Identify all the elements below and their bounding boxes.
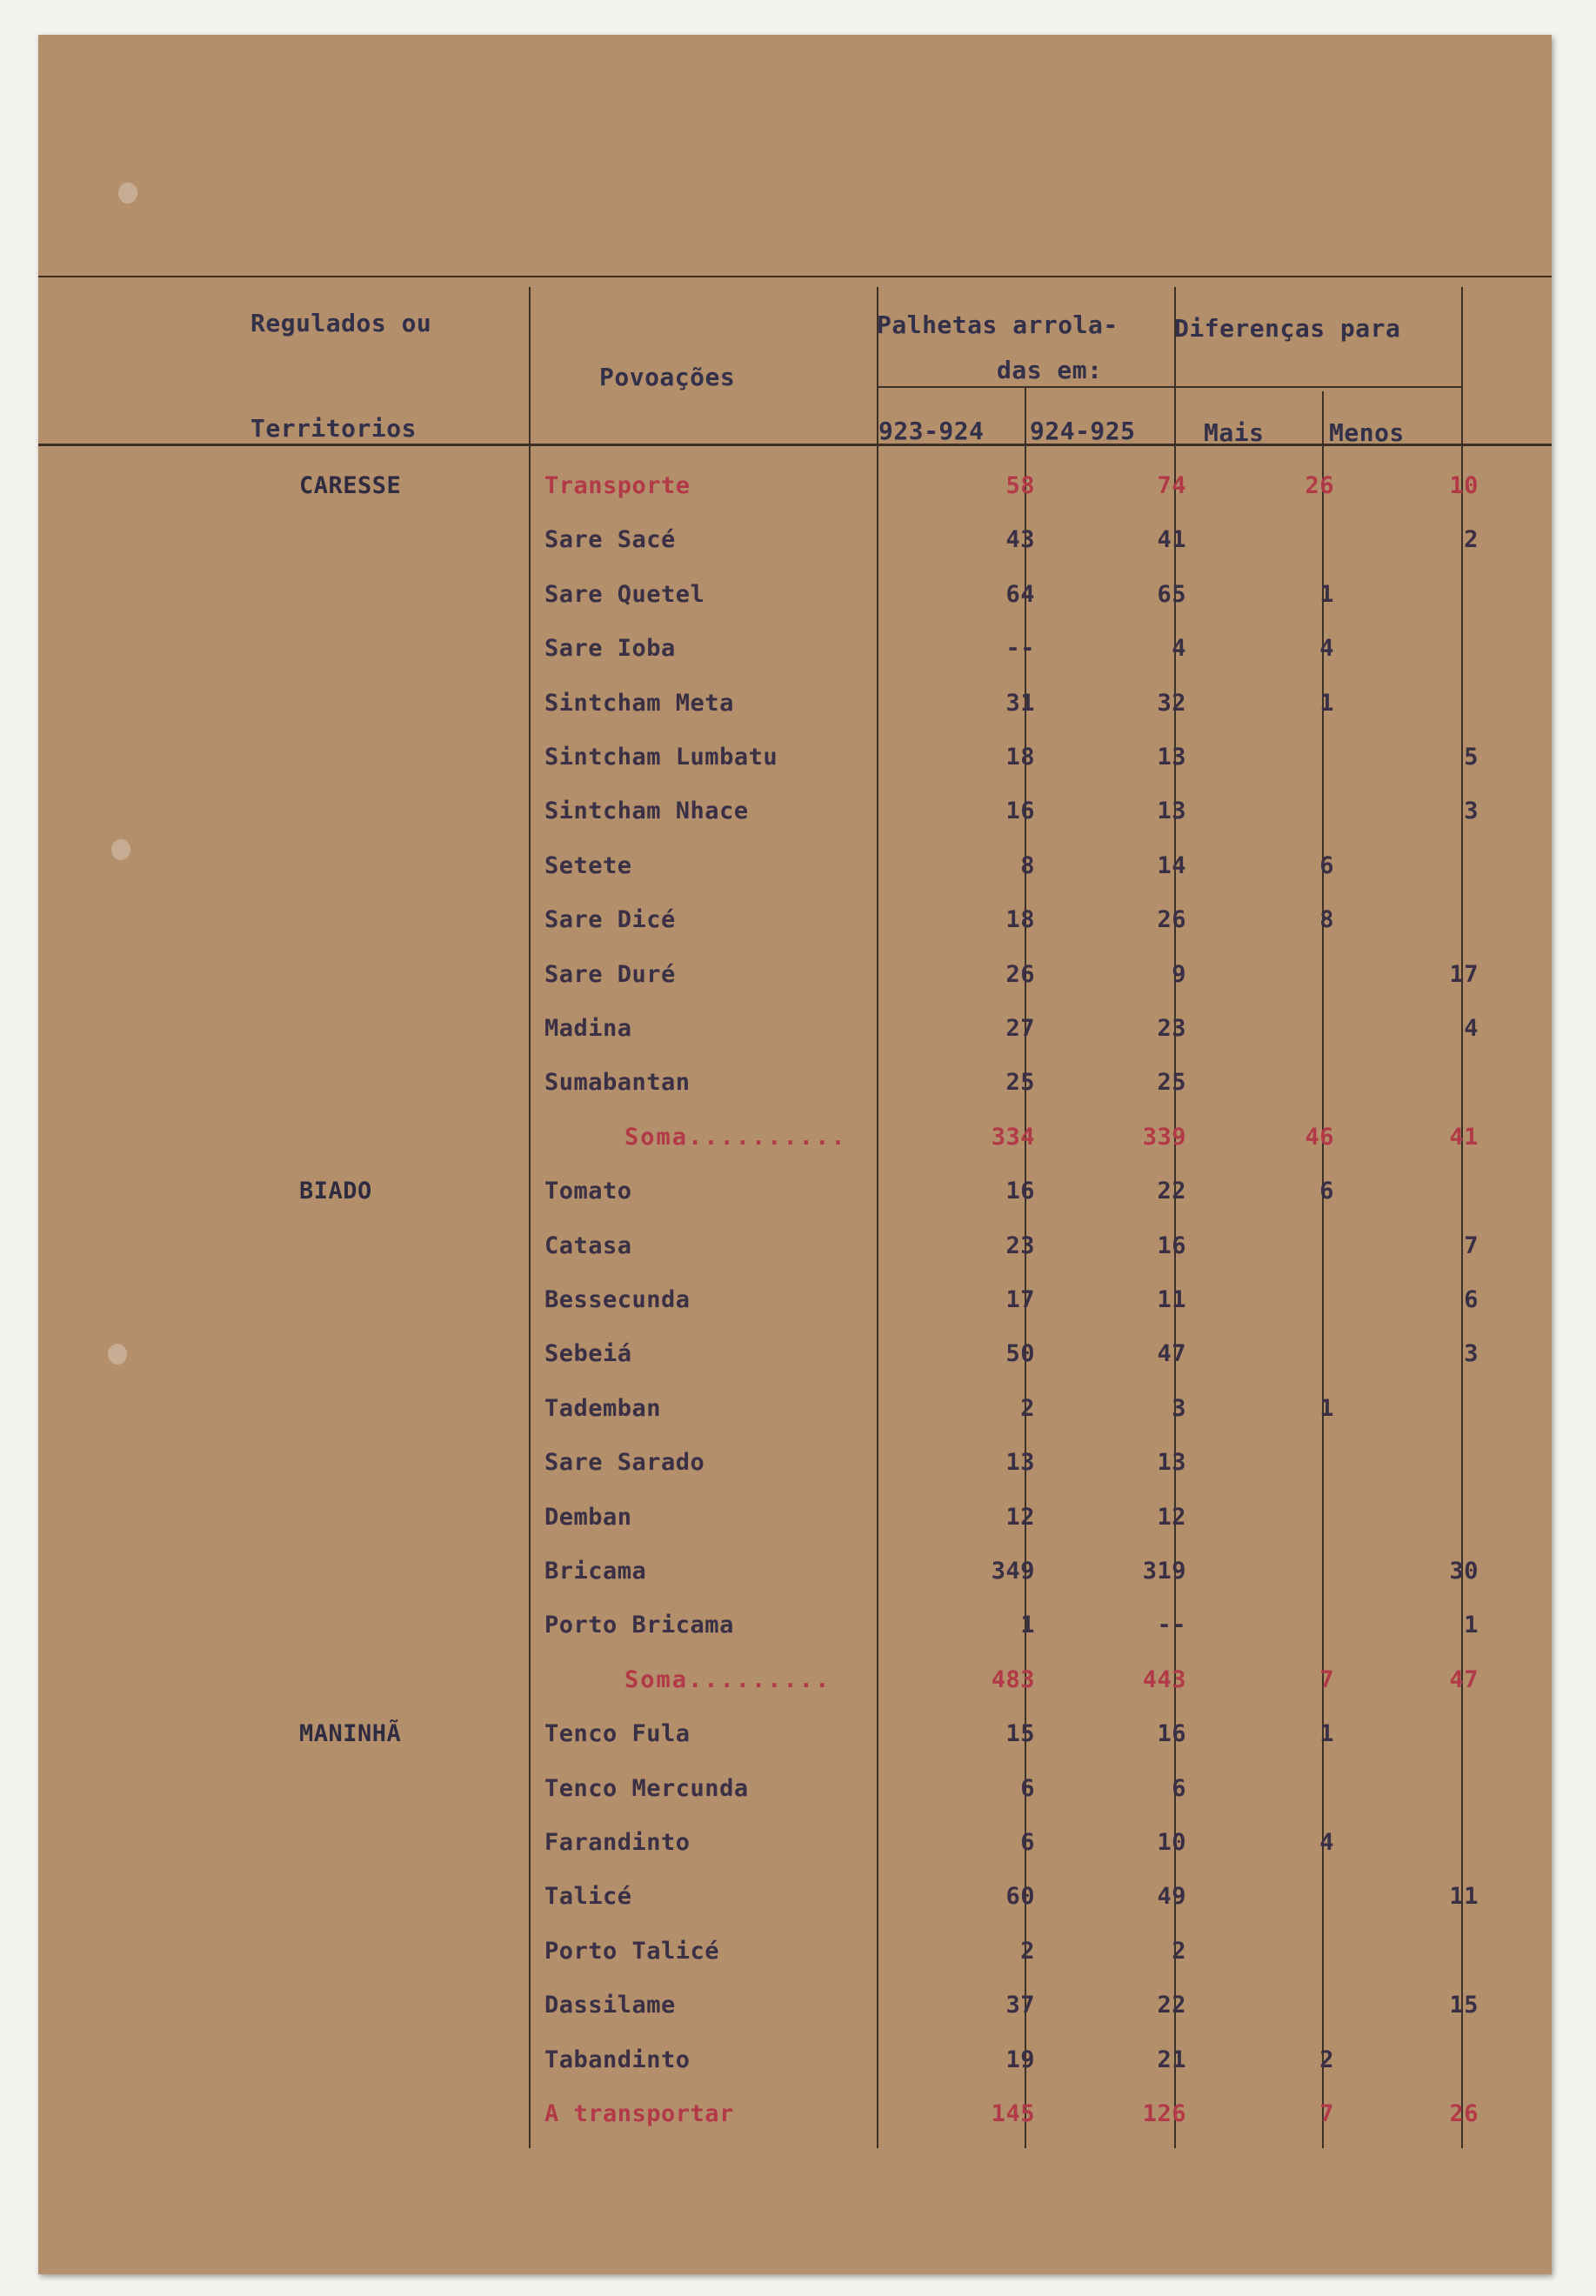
povoacao-name: A transportar bbox=[544, 2100, 734, 2127]
value-924-925: 49 bbox=[1157, 1883, 1186, 1910]
header-regulados: Regulados ou bbox=[250, 309, 432, 337]
value-mais: 26 bbox=[1305, 472, 1334, 499]
value-923-924: 60 bbox=[1005, 1883, 1035, 1910]
value-924-925: 74 bbox=[1157, 472, 1186, 499]
povoacao-name: Talicé bbox=[544, 1883, 632, 1910]
povoacoes-column-left-rule bbox=[529, 287, 531, 2148]
value-menos: 7 bbox=[1464, 1232, 1479, 1259]
value-924-925: 23 bbox=[1157, 1015, 1186, 1042]
value-923-924: 8 bbox=[1020, 852, 1035, 879]
value-923-924: 483 bbox=[991, 1666, 1035, 1693]
povoacao-name: Dassilame bbox=[544, 1992, 676, 2019]
value-mais: 8 bbox=[1319, 906, 1334, 933]
value-mais: 1 bbox=[1319, 690, 1334, 717]
value-924-925: 443 bbox=[1142, 1666, 1186, 1693]
region-name: MANINHÃ bbox=[299, 1720, 402, 1747]
povoacao-name: Tademban bbox=[544, 1395, 662, 1422]
value-924-925: 11 bbox=[1157, 1286, 1186, 1313]
povoacao-name: Sare Sarado bbox=[544, 1449, 705, 1476]
povoacao-name: Tomato bbox=[544, 1178, 632, 1205]
value-924-925: 10 bbox=[1157, 1829, 1186, 1856]
povoacao-name: Sare Duré bbox=[544, 961, 676, 988]
header-territorios: Territorios bbox=[250, 414, 417, 443]
value-924-925: 3 bbox=[1172, 1395, 1186, 1422]
value-mais: 2 bbox=[1319, 2046, 1334, 2073]
value-924-925: 26 bbox=[1157, 906, 1186, 933]
value-924-925: 319 bbox=[1142, 1558, 1186, 1585]
header-year-2: 924-925 bbox=[1030, 417, 1136, 445]
value-923-924: 334 bbox=[991, 1124, 1035, 1151]
header-diferencas: Diferenças para bbox=[1174, 314, 1401, 343]
value-924-925: 22 bbox=[1157, 1178, 1186, 1205]
povoacao-name: Tenco Mercunda bbox=[544, 1775, 749, 1802]
value-924-925: 13 bbox=[1157, 1449, 1186, 1476]
value-924-925: 13 bbox=[1157, 798, 1186, 824]
value-924-925: 9 bbox=[1172, 961, 1186, 988]
value-924-925: 16 bbox=[1157, 1232, 1186, 1259]
header-palhetas: Palhetas arrola- bbox=[877, 310, 1119, 339]
region-name: BIADO bbox=[299, 1178, 372, 1205]
value-menos: 4 bbox=[1464, 1015, 1479, 1042]
value-mais: 1 bbox=[1319, 1395, 1334, 1422]
palhetas-subheader-rule bbox=[878, 386, 1461, 388]
value-924-925: 65 bbox=[1157, 581, 1186, 608]
povoacao-name: Bricama bbox=[544, 1558, 647, 1585]
value-923-924: 2 bbox=[1020, 1938, 1035, 1965]
povoacao-name: Tenco Fula bbox=[544, 1720, 691, 1747]
value-924-925: 4 bbox=[1172, 635, 1186, 662]
povoacao-name: Sare Dicé bbox=[544, 906, 676, 933]
povoacao-name: Sare Quetel bbox=[544, 581, 705, 608]
value-924-925: 21 bbox=[1157, 2046, 1186, 2073]
value-924-925: 126 bbox=[1142, 2100, 1186, 2127]
value-mais: 1 bbox=[1319, 1720, 1334, 1747]
value-924-925: 47 bbox=[1157, 1340, 1186, 1367]
povoacao-name: Sumabantan bbox=[544, 1069, 691, 1096]
value-mais: 4 bbox=[1319, 635, 1334, 662]
value-923-924: 16 bbox=[1005, 798, 1035, 824]
value-923-924: 31 bbox=[1005, 690, 1035, 717]
povoacao-name: Farandinto bbox=[544, 1829, 691, 1856]
value-923-924: 6 bbox=[1020, 1829, 1035, 1856]
value-923-924: 349 bbox=[991, 1558, 1035, 1585]
punch-hole-top bbox=[118, 183, 137, 204]
value-923-924: 26 bbox=[1005, 961, 1035, 988]
value-923-924: 13 bbox=[1005, 1449, 1035, 1476]
value-924-925: 25 bbox=[1157, 1069, 1186, 1096]
value-menos: 30 bbox=[1449, 1558, 1479, 1585]
value-mais: 1 bbox=[1319, 581, 1334, 608]
povoacao-name: Catasa bbox=[544, 1232, 632, 1259]
value-923-924: 37 bbox=[1005, 1992, 1035, 2019]
value-923-924: 12 bbox=[1005, 1504, 1035, 1531]
value-menos: 3 bbox=[1464, 798, 1479, 824]
value-mais: 6 bbox=[1319, 852, 1334, 879]
punch-hole-lower bbox=[108, 1344, 127, 1365]
value-923-924: 17 bbox=[1005, 1286, 1035, 1313]
value-923-924: 16 bbox=[1005, 1178, 1035, 1205]
povoacao-name: Sintcham Meta bbox=[544, 690, 734, 717]
value-923-924: 1 bbox=[1020, 1612, 1035, 1639]
value-menos: 2 bbox=[1464, 526, 1479, 553]
value-923-924: 19 bbox=[1005, 2046, 1035, 2073]
value-menos: 6 bbox=[1464, 1286, 1479, 1313]
header-mais: Mais bbox=[1204, 418, 1265, 447]
palhetas-column-left-rule bbox=[877, 287, 878, 2148]
header-year-1: 923-924 bbox=[878, 417, 985, 445]
value-924-925: 32 bbox=[1157, 690, 1186, 717]
value-menos: 15 bbox=[1449, 1992, 1479, 2019]
value-923-924: 6 bbox=[1020, 1775, 1035, 1802]
povoacao-name: Bessecunda bbox=[544, 1286, 691, 1313]
value-menos: 3 bbox=[1464, 1340, 1479, 1367]
table-header-rule bbox=[38, 444, 1552, 446]
povoacao-name: Tabandinto bbox=[544, 2046, 691, 2073]
povoacao-name: Transporte bbox=[544, 472, 691, 499]
value-923-924: 15 bbox=[1005, 1720, 1035, 1747]
value-923-924: 23 bbox=[1005, 1232, 1035, 1259]
value-menos: 47 bbox=[1449, 1666, 1479, 1693]
region-name: CARESSE bbox=[299, 472, 402, 499]
povoacao-name: Demban bbox=[544, 1504, 632, 1531]
value-923-924: 58 bbox=[1005, 472, 1035, 499]
value-mais: 7 bbox=[1319, 2100, 1334, 2127]
table-right-rule bbox=[1461, 287, 1463, 2148]
povoacao-name: Porto Bricama bbox=[544, 1612, 734, 1639]
value-menos: 26 bbox=[1449, 2100, 1479, 2127]
document-sheet bbox=[38, 35, 1552, 2274]
value-924-925: 16 bbox=[1157, 1720, 1186, 1747]
value-923-924: 27 bbox=[1005, 1015, 1035, 1042]
value-menos: 5 bbox=[1464, 744, 1479, 771]
value-923-924: 64 bbox=[1005, 581, 1035, 608]
value-menos: 17 bbox=[1449, 961, 1479, 988]
povoacao-name: Sintcham Nhace bbox=[544, 798, 749, 824]
value-menos: 10 bbox=[1449, 472, 1479, 499]
value-923-924: -- bbox=[1005, 635, 1035, 662]
povoacao-name: Madina bbox=[544, 1015, 632, 1042]
value-924-925: 14 bbox=[1157, 852, 1186, 879]
header-menos: Menos bbox=[1329, 418, 1405, 447]
value-924-925: 41 bbox=[1157, 526, 1186, 553]
punch-hole-middle bbox=[111, 839, 130, 860]
povoacao-name: Sebeiá bbox=[544, 1340, 632, 1367]
value-924-925: 6 bbox=[1172, 1775, 1186, 1802]
value-924-925: 22 bbox=[1157, 1992, 1186, 2019]
value-924-925: 12 bbox=[1157, 1504, 1186, 1531]
povoacao-name: Porto Talicé bbox=[544, 1938, 720, 1965]
value-924-925: 13 bbox=[1157, 744, 1186, 771]
value-924-925: 339 bbox=[1142, 1124, 1186, 1151]
diferencas-column-left-rule bbox=[1174, 287, 1176, 2148]
povoacao-name: Sare Ioba bbox=[544, 635, 676, 662]
value-menos: 11 bbox=[1449, 1883, 1479, 1910]
value-923-924: 43 bbox=[1005, 526, 1035, 553]
header-das-em: das em: bbox=[997, 356, 1103, 384]
povoacao-name: Sare Sacé bbox=[544, 526, 676, 553]
value-923-924: 145 bbox=[991, 2100, 1035, 2127]
table-top-rule bbox=[38, 276, 1552, 277]
povoacao-name: Soma.......... bbox=[624, 1124, 847, 1151]
value-mais: 4 bbox=[1319, 1829, 1334, 1856]
value-mais: 6 bbox=[1319, 1178, 1334, 1205]
value-menos: 1 bbox=[1464, 1612, 1479, 1639]
value-923-924: 50 bbox=[1005, 1340, 1035, 1367]
value-923-924: 25 bbox=[1005, 1069, 1035, 1096]
value-924-925: 2 bbox=[1172, 1938, 1186, 1965]
value-924-925: -- bbox=[1157, 1612, 1186, 1639]
povoacao-name: Soma......... bbox=[624, 1666, 831, 1693]
povoacao-name: Setete bbox=[544, 852, 632, 879]
value-mais: 46 bbox=[1305, 1124, 1334, 1151]
povoacao-name: Sintcham Lumbatu bbox=[544, 744, 778, 771]
value-menos: 41 bbox=[1449, 1124, 1479, 1151]
value-923-924: 2 bbox=[1020, 1395, 1035, 1422]
value-mais: 7 bbox=[1319, 1666, 1334, 1693]
header-povoacoes: Povoações bbox=[599, 363, 736, 391]
value-923-924: 18 bbox=[1005, 906, 1035, 933]
value-923-924: 18 bbox=[1005, 744, 1035, 771]
